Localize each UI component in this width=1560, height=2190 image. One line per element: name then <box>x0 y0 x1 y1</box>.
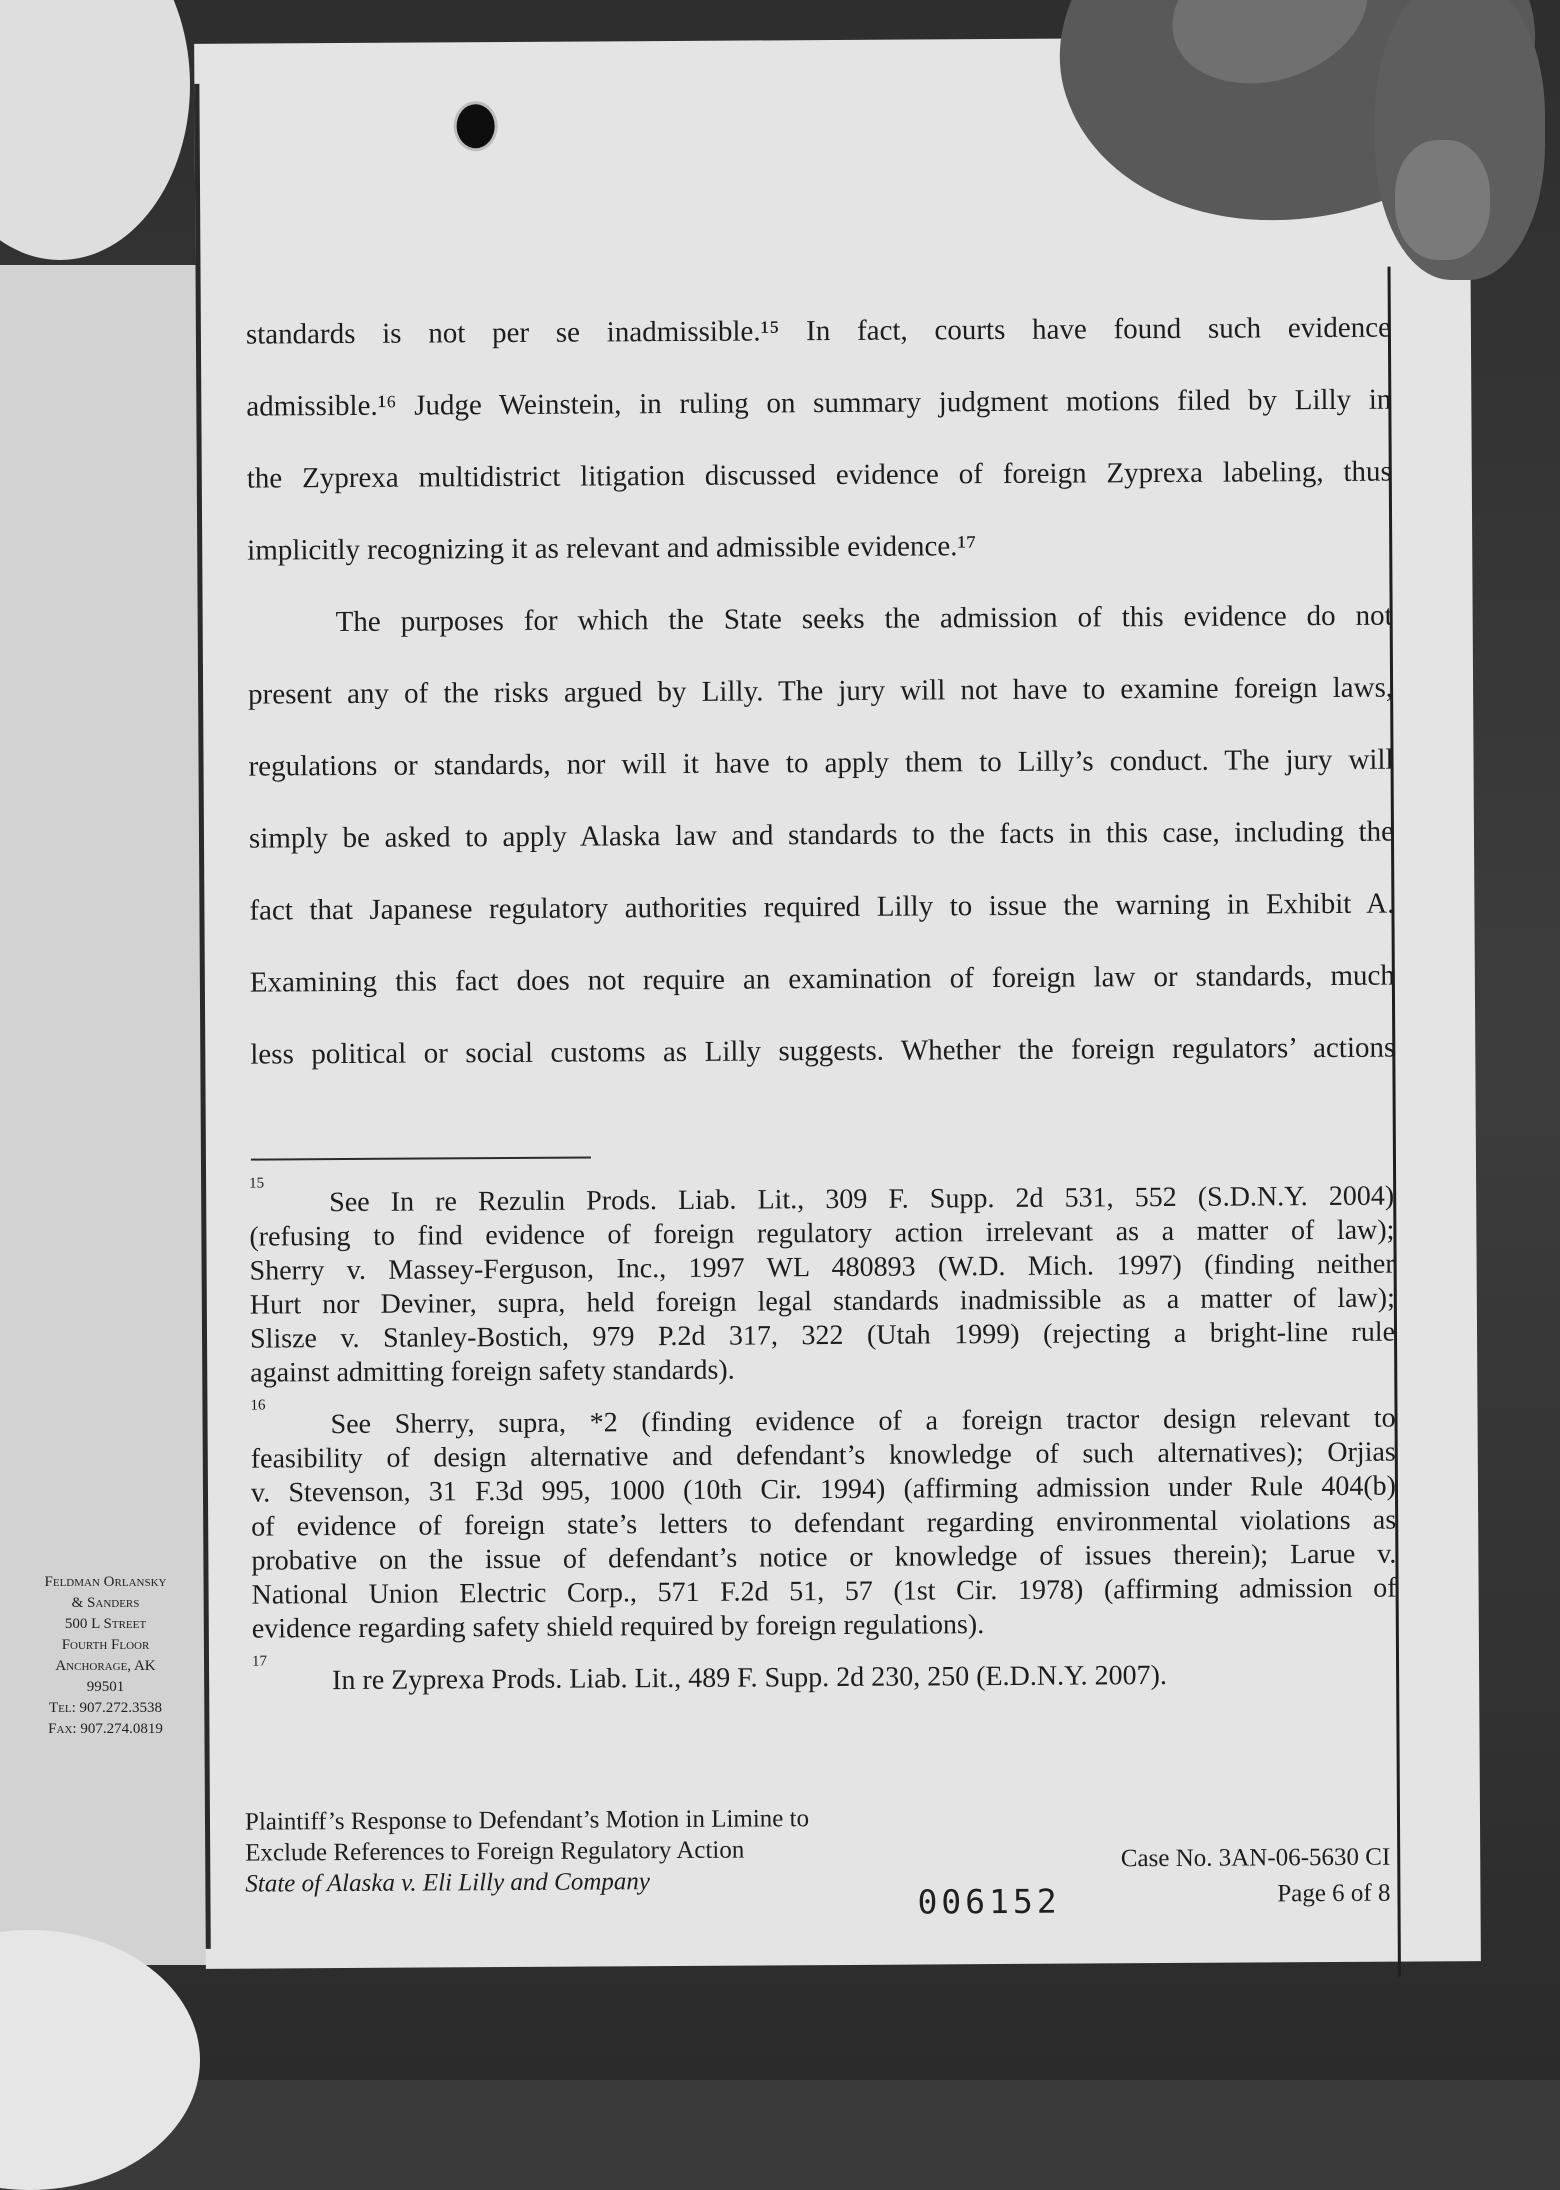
footnote-line: See Sherry, supra, *2 (finding evidence of a foreign tractor design relevant to <box>330 1402 1396 1441</box>
body-line-text: simply be asked to apply Alaska law and standards to the facts in this case, including the <box>248 815 1395 855</box>
footnote-number: 17 <box>251 1653 268 1670</box>
footnote-line: National Union Electric Corp., 571 F.2d 51, 57 (1st Cir. 1978) (affirming admission of <box>251 1572 1397 1611</box>
footnote-16 <box>250 1392 1396 1647</box>
document-caption <box>245 1803 886 1900</box>
caption-title-line1: Plaintiff’s Response to Defendant’s Motion in Limine to <box>244 1805 810 1836</box>
footnote-number: 15 <box>249 1175 265 1192</box>
footnote-line: v. Stevenson, 31 F.3d 995, 1000 (10th Cir. 1994) (affirming admission under Rule 404(b) <box>250 1470 1397 1509</box>
body-line <box>247 436 1392 515</box>
body-line-text: less political or social customs as Lilly suggests. Whether the foreign regulators’ actions <box>250 1031 1396 1071</box>
firm-zip: 99501 <box>86 1679 125 1695</box>
body-line-text: The purposes for which the State seeks the admission of this evidence do not <box>335 599 1393 639</box>
footnote-line: (refusing to find evidence of foreign regulatory action irrelevant as a matter of law); <box>249 1214 1395 1253</box>
case-number: Case No. 3AN-06-5630 CI <box>1120 1843 1391 1873</box>
firm-name: Feldman Orlansky <box>44 1574 167 1590</box>
caption-title-line2: Exclude References to Foreign Regulatory Action <box>245 1836 745 1867</box>
firm-tel: Tel: 907.272.3538 <box>48 1700 163 1716</box>
body-line-text: standards is not per se inadmissible.¹⁵ In fact, courts have found such evidence <box>245 311 1391 351</box>
footnote-line: of evidence of foreign state’s letters to defendant regarding environmental violations as <box>251 1504 1397 1543</box>
firm-street: 500 L Street <box>64 1616 147 1632</box>
footnote-line: against admitting foreign safety standards). <box>250 1354 735 1389</box>
body-line-text: Examining this fact does not require an examination of foreign law or standards, much <box>249 959 1395 999</box>
footnote-line: evidence regarding safety shield required by foreign regulations). <box>251 1609 985 1645</box>
footnote-line: See In re Rezulin Prods. Liab. Lit., 309 F. Supp. 2d 531, 552 (S.D.N.Y. 2004) <box>329 1180 1395 1219</box>
caption-case-name: State of Alaska v. Eli Lilly and Company <box>245 1868 651 1898</box>
footnote-17 <box>252 1648 1397 1699</box>
firm-floor: Fourth Floor <box>61 1637 150 1653</box>
body-line-text: present any of the risks argued by Lilly. The jury will not have to examine foreign laws, <box>248 671 1394 711</box>
footnote-15 <box>249 1170 1395 1391</box>
body-line-text: implicitly recognizing it as relevant and admissible evidence.¹⁷ <box>247 530 977 567</box>
body-line-text: regulations or standards, nor will it have to apply them to Lilly’s conduct. The jury will <box>248 743 1394 783</box>
body-line <box>247 580 1392 659</box>
footnote-line: Hurt nor Deviner, supra, held foreign legal standards inadmissible as a matter of law); <box>249 1282 1395 1321</box>
body-line <box>249 868 1394 947</box>
footnote-number: 16 <box>250 1397 266 1414</box>
footnote-line: probative on the issue of defendant’s notice or knowledge of issues therein); Larue v. <box>251 1538 1397 1577</box>
body-line <box>248 652 1393 731</box>
body-text <box>246 292 1396 1091</box>
footnote-line: feasibility of design alternative and defendant’s knowledge of such alternatives); Orjias <box>250 1436 1396 1475</box>
body-line-text: fact that Japanese regulatory authorities required Lilly to issue the warning in Exhibit A. <box>249 887 1395 927</box>
footnote-line: Slisze v. Stanley-Bostich, 979 P.2d 317, 322 (Utah 1999) (rejecting a bright-line rule <box>249 1316 1396 1355</box>
document-page <box>194 36 1481 1969</box>
footnote-separator <box>251 1157 591 1161</box>
body-line-text: the Zyprexa multidistrict litigation discussed evidence of foreign Zyprexa labeling, thus <box>246 455 1392 495</box>
fingernail <box>1395 140 1490 260</box>
footnote-line: In re Zyprexa Prods. Liab. Lit., 489 F. Supp. 2d 230, 250 (E.D.N.Y. 2007). <box>332 1660 1168 1697</box>
body-line <box>247 508 1392 587</box>
punch-hole <box>457 104 495 148</box>
body-line <box>250 1012 1395 1091</box>
body-line <box>246 292 1391 371</box>
footnote-line: Sherry v. Massey-Ferguson, Inc., 1997 WL 480893 (W.D. Mich. 1997) (finding neither <box>249 1248 1395 1287</box>
body-line <box>249 796 1394 875</box>
body-line <box>248 724 1393 803</box>
bates-stamp: 006152 <box>917 1881 1061 1922</box>
page-number: Page 6 of 8 <box>1277 1879 1391 1908</box>
case-info <box>1050 1840 1390 1914</box>
firm-fax: Fax: 907.274.0819 <box>48 1721 163 1737</box>
body-line <box>250 940 1395 1019</box>
law-firm-address <box>8 1572 203 1740</box>
footnotes <box>249 1170 1397 1707</box>
body-line-text: admissible.¹⁶ Judge Weinstein, in ruling on summary judgment motions filed by Lilly in <box>246 383 1392 423</box>
firm-city: Anchorage, AK <box>55 1658 156 1674</box>
firm-name-2: & Sanders <box>71 1595 140 1611</box>
body-line <box>246 364 1391 443</box>
